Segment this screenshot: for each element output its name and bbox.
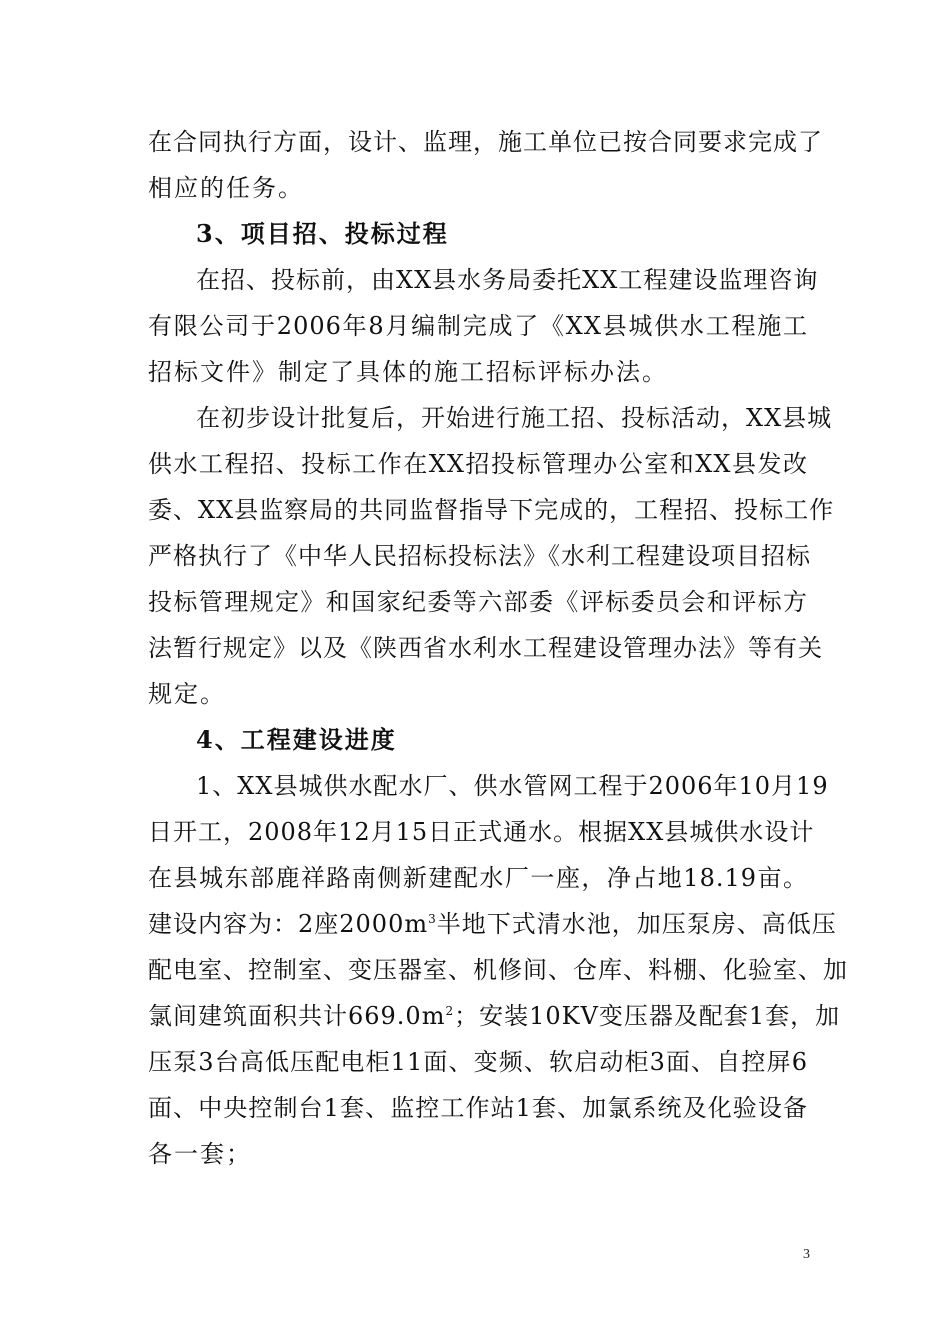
text-line: 1、XX县城供水配水厂、供水管网工程于2006年10月19: [196, 772, 829, 800]
text-line: 招标文件》制定了具体的施工招标评标办法。: [148, 358, 668, 386]
section-heading-3: 3、项目招、投标过程: [196, 219, 449, 248]
text-line: 投标管理规定》和国家纪委等六部委《评标委员会和评标方: [148, 588, 808, 616]
text-line: 在合同执行方面，设计、监理，施工单位已按合同要求完成了: [148, 128, 823, 156]
section-heading-4: 4、工程建设进度: [196, 725, 397, 754]
text-line: 在初步设计批复后，开始进行施工招、投标活动，XX县城: [196, 404, 833, 432]
text-line: 委、XX县监察局的共同监督指导下完成的，工程招、投标工作: [148, 496, 835, 524]
text-line: 面、中央控制台1套、监控工作站1套、加氯系统及化验设备: [148, 1094, 808, 1122]
text-segment: 建设内容为：2座2000m: [148, 910, 429, 938]
text-line: 严格执行了《中华人民招标投标法》《水利工程建设项目招标: [148, 542, 811, 570]
text-line: 供水工程招、投标工作在XX招投标管理办公室和XX县发改: [148, 450, 808, 478]
text-line: 法暂行规定》以及《陕西省水利水工程建设管理办法》等有关: [148, 634, 823, 662]
text-line: 在招、投标前，由XX县水务局委托XX工程建设监理咨询: [196, 266, 819, 294]
text-line: 配电室、控制室、变压器室、机修间、仓库、料棚、化验室、加: [148, 956, 848, 984]
text-line: 相应的任务。: [148, 174, 304, 202]
superscript: 2: [445, 1004, 455, 1018]
text-line: 日开工，2008年12月15日正式通水。根据XX县城供水设计: [148, 818, 815, 846]
text-segment: 氯间建筑面积共计669.0m: [148, 1002, 446, 1030]
text-line: [148, 991, 841, 1041]
superscript: 3: [428, 912, 437, 926]
text-segment: ；安装10KV变压器及配套1套，加: [454, 1002, 841, 1030]
text-segment: 半地下式清水池，加压泵房、高低压: [436, 910, 837, 938]
text-line: 规定。: [148, 680, 226, 708]
text-line: 在县城东部鹿祥路南侧新建配水厂一座，净占地18.19亩。: [148, 864, 808, 892]
text-line: 各一套；: [148, 1140, 252, 1168]
text-line: [148, 899, 837, 949]
text-line: 有限公司于2006年8月编制完成了《XX县城供水工程施工: [148, 312, 808, 340]
page-number: 3: [803, 1247, 810, 1262]
text-line: 压泵3台高低压配电柜11面、变频、软启动柜3面、自控屏6: [148, 1048, 808, 1076]
